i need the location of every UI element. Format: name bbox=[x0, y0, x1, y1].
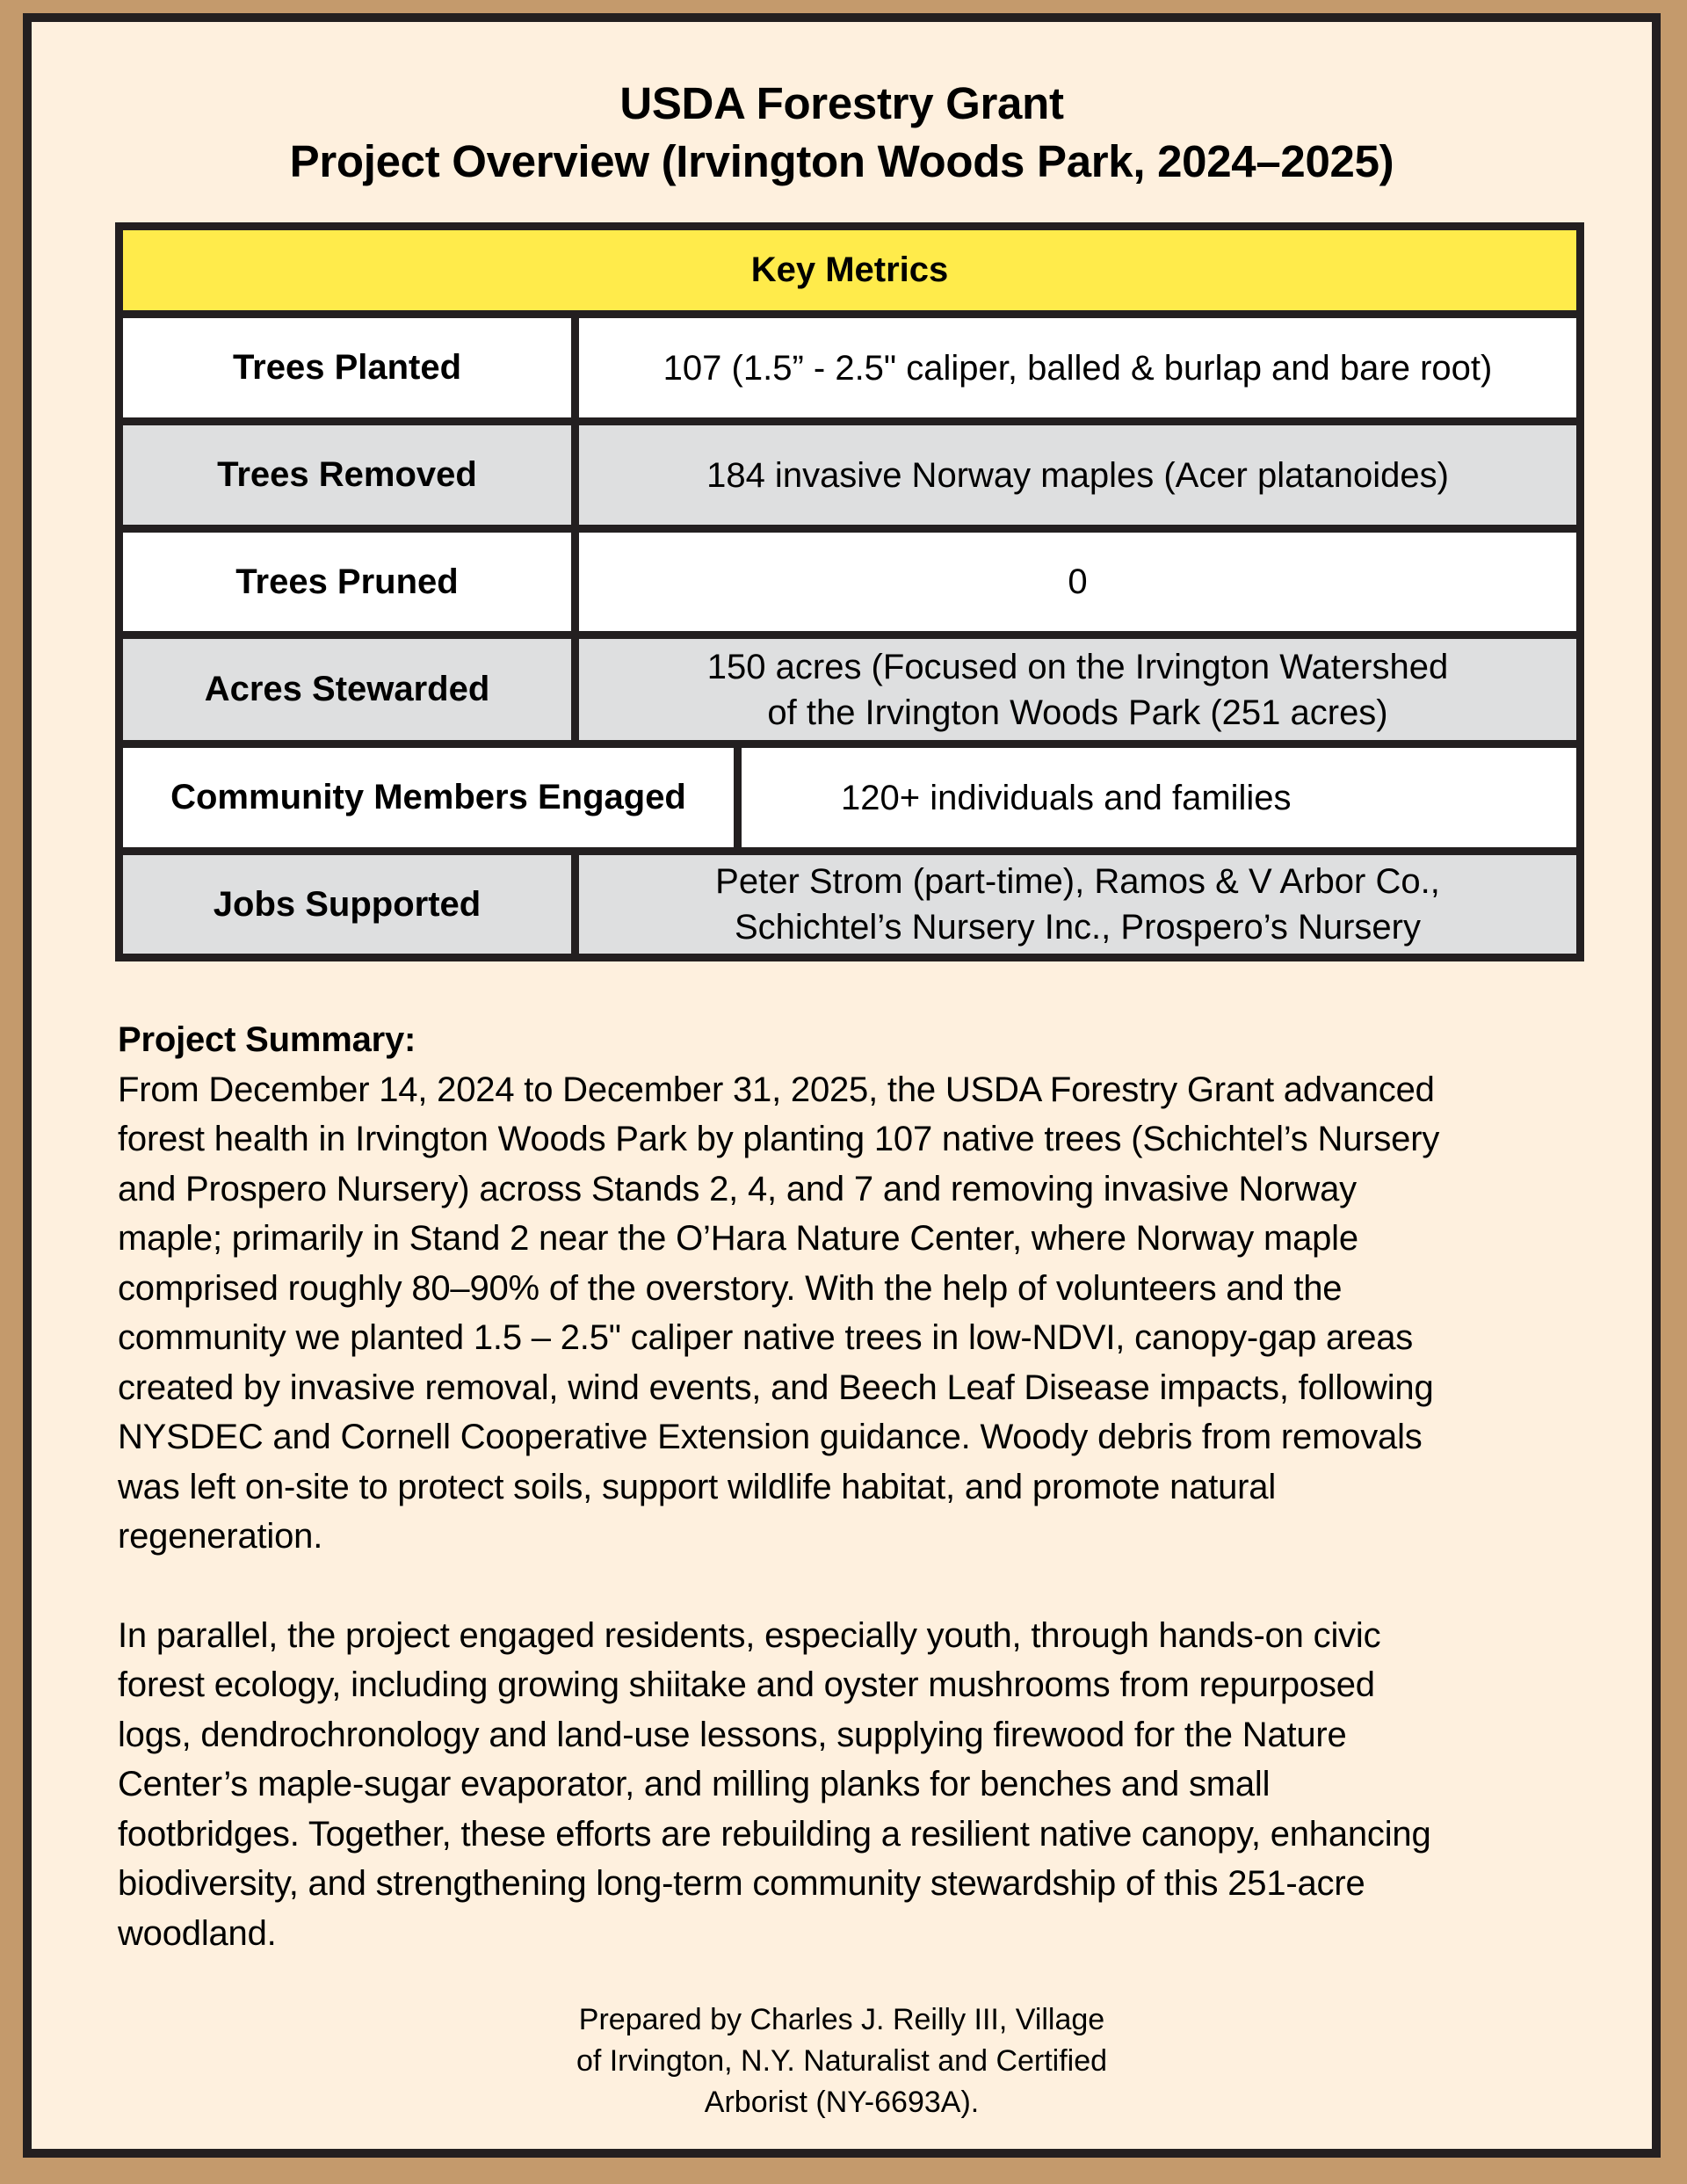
summary-heading: Project Summary: bbox=[118, 1020, 416, 1059]
metric-value-line: 150 acres (Focused on the Irvington Watershed bbox=[706, 647, 1449, 686]
summary-line: Center’s maple-sugar evaporator, and milling planks for benches and small bbox=[118, 1765, 1271, 1803]
summary-line: NYSDEC and Cornell Cooperative Extension guidance. Woody debris from removals bbox=[118, 1418, 1423, 1456]
metric-label-community-engaged: Community Members Engaged bbox=[123, 748, 734, 847]
page-title bbox=[32, 75, 1652, 191]
metric-label-trees-planted: Trees Planted bbox=[123, 318, 571, 417]
title-line-1: USDA Forestry Grant bbox=[619, 78, 1064, 128]
metric-value-jobs-supported bbox=[579, 855, 1576, 954]
metric-value-trees-pruned bbox=[579, 533, 1576, 631]
metric-value-community-engaged bbox=[742, 748, 1576, 847]
metric-value-text: 184 invasive Norway maples (Acer platanoides) bbox=[706, 455, 1449, 495]
summary-line: and Prospero Nursery) across Stands 2, 4, and 7 and removing invasive Norway bbox=[118, 1169, 1357, 1208]
document-page bbox=[23, 13, 1661, 2158]
summary-line: regeneration. bbox=[118, 1517, 323, 1556]
metric-label-acres-stewarded: Acres Stewarded bbox=[123, 639, 571, 740]
summary-line: logs, dendrochronology and land-use lessons, supplying firewood for the Nature bbox=[118, 1715, 1347, 1754]
project-summary bbox=[118, 1015, 1611, 1958]
metric-value-trees-removed bbox=[579, 425, 1576, 525]
metric-value-text: 107 (1.5” - 2.5" caliper, balled & burlap and bare root) bbox=[662, 348, 1493, 388]
metric-value-acres-stewarded bbox=[579, 639, 1576, 740]
metric-label-jobs-supported: Jobs Supported bbox=[123, 855, 571, 954]
summary-line: forest health in Irvington Woods Park by planting 107 native trees (Schichtel’s Nursery bbox=[118, 1120, 1440, 1158]
summary-line: community we planted 1.5 – 2.5" caliper native trees in low-NDVI, canopy-gap areas bbox=[118, 1318, 1414, 1357]
metric-value-text: 120+ individuals and families bbox=[841, 778, 1292, 817]
summary-line: footbridges. Together, these efforts are rebuilding a resilient native canopy, enhancing bbox=[118, 1814, 1431, 1854]
credit-line: Prepared by Charles J. Reilly III, Village bbox=[578, 2003, 1105, 2036]
key-metrics-header: Key Metrics bbox=[123, 230, 1576, 310]
summary-line: forest ecology, including growing shiitake and oyster mushrooms from repurposed bbox=[118, 1665, 1375, 1704]
key-metrics-table bbox=[115, 222, 1584, 961]
metric-label-trees-pruned: Trees Pruned bbox=[123, 533, 571, 631]
summary-line: maple; primarily in Stand 2 near the O’Hara Nature Center, where Norway maple bbox=[118, 1219, 1358, 1258]
title-line-2: Project Overview (Irvington Woods Park, 2024–2025) bbox=[289, 136, 1394, 186]
metric-value-text: 0 bbox=[1068, 562, 1088, 601]
summary-paragraph-2 bbox=[118, 1611, 1611, 1959]
prepared-by-credit bbox=[32, 1999, 1652, 2123]
summary-paragraph-1 bbox=[118, 1065, 1611, 1562]
metric-value-trees-planted bbox=[579, 318, 1576, 417]
summary-line: comprised roughly 80–90% of the overstory. With the help of volunteers and the bbox=[118, 1268, 1343, 1308]
metric-value-line: Schichtel’s Nursery Inc., Prospero’s Nursery bbox=[734, 908, 1421, 947]
metric-value-line: Peter Strom (part-time), Ramos & V Arbor Co., bbox=[715, 862, 1440, 901]
summary-line: biodiversity, and strengthening long-term community stewardship of this 251-acre bbox=[118, 1864, 1365, 1903]
summary-line: was left on-site to protect soils, support wildlife habitat, and promote natural bbox=[118, 1467, 1277, 1506]
summary-line: woodland. bbox=[118, 1913, 277, 1953]
metric-label-trees-removed: Trees Removed bbox=[123, 425, 571, 525]
metric-value-line: of the Irvington Woods Park (251 acres) bbox=[767, 693, 1388, 732]
summary-line: created by invasive removal, wind events, and Beech Leaf Disease impacts, following bbox=[118, 1368, 1434, 1407]
credit-line: Arborist (NY-6693A). bbox=[704, 2086, 980, 2119]
summary-line: In parallel, the project engaged residents, especially youth, through hands-on civic bbox=[118, 1615, 1381, 1655]
credit-line: of Irvington, N.Y. Naturalist and Certified bbox=[576, 2044, 1108, 2078]
summary-line: From December 14, 2024 to December 31, 2025, the USDA Forestry Grant advanced bbox=[118, 1070, 1435, 1109]
